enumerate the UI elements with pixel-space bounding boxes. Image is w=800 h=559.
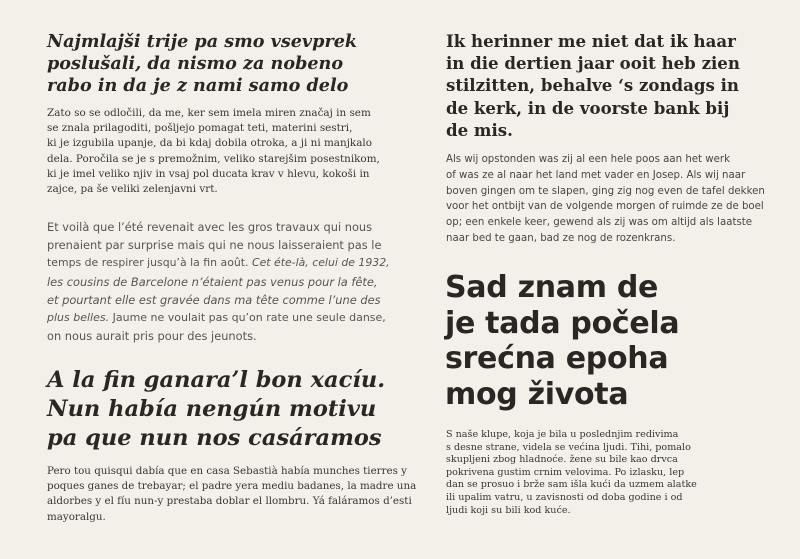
asturian-heading-line: Nun había nengún motivu: [47, 396, 377, 422]
french-line: les cousins de Barcelone n’étaient pas venus pour la fête,: [47, 274, 378, 289]
serbian-heading-line: srećna epoha: [445, 341, 669, 376]
asturian-body-line: mayoralgu.: [47, 510, 106, 523]
dutch-body-line: naar bed te gaan, bad ze nog de rozenkrans.: [446, 232, 676, 244]
dutch-heading-line: stilzitten, behalve ‘s zondags in: [446, 75, 739, 96]
slovene-body-line: Zato so se odločili, da me, ker sem imela miren značaj in sem: [47, 107, 371, 119]
serbian-heading-line: Sad znam de: [445, 270, 659, 305]
asturian-heading: [47, 366, 385, 453]
dutch-heading-line: in die dertien jaar ooit heb zien: [446, 53, 740, 74]
serbian-paragraph: [446, 429, 697, 517]
french-line: Et voilà que l’été revenait avec les gros travaux qui nous: [47, 220, 373, 234]
dutch-heading-line: de kerk, in de voorste bank bij: [446, 97, 730, 118]
french-line: et pourtant elle est gravée dans ma tête comme l’une des: [47, 292, 381, 307]
dutch-heading-line: de mis.: [446, 119, 513, 140]
slovene-paragraph: [47, 106, 380, 197]
french-line: prenaient par surprise mais qui ne nous laisseraient pas le: [47, 238, 382, 253]
asturian-body-line: Pero tou quisqui dabía que en casa Sebastià había munches tierres y: [47, 465, 407, 477]
serbian-heading: [445, 270, 679, 412]
slovene-body-line: ki je izgubila upanje, da bi kdaj dobila otroka, a ji ni manjkalo: [47, 137, 372, 150]
dutch-body-line: boven gingen om te slapen, ging zig nog even de tafel dekken: [446, 185, 765, 197]
serbian-body-line: S naše klupe, koja je bila u poslednjim redivima: [446, 429, 679, 440]
dutch-heading: [446, 30, 740, 141]
slovene-heading: [47, 31, 357, 97]
dutch-body-line: op; een enkele keer, gewend als zij was om altijd als laatste: [446, 217, 753, 229]
dutch-paragraph: [446, 152, 765, 247]
dutch-body-line: of was ze al naar het land met vader en Josep. Als wij naar: [446, 169, 746, 181]
slovene-heading-line: Najmlajši trije pa smo vsevprek: [47, 31, 358, 52]
serbian-body-line: ili upalim vatru, u zavisnosti od doba godine i od: [446, 491, 683, 503]
french-line: plus belles. Jaume ne voulait pas qu’on rate une seule danse,: [47, 311, 386, 325]
slovene-body-line: dela. Poročila se je s premožnim, veliko starejšim posestnikom,: [47, 152, 380, 165]
serbian-body-line: ljudi koji su bili kod kuće.: [446, 504, 571, 516]
serbian-body-line: pokrivena gustim crnim velovima. Po izlasku, lep: [446, 466, 685, 478]
slovene-heading-line: rabo in da je z nami samo delo: [47, 75, 349, 96]
serbian-heading-line: mog života: [445, 376, 629, 412]
slovene-body-line: se znala prilagoditi, pošljejo pomagat teti, materini sestri,: [47, 122, 353, 135]
asturian-body-line: aldorbes y el fíu nun-y prestaba doblar el llombru. Yá faláramos d’esti: [47, 495, 412, 508]
serbian-body-line: skupljeni zbog hladnoće. žene su bile kao drvca: [446, 454, 678, 466]
dutch-body-line: voor het ontbijt van de volgende morgen of ruimde ze de boel: [446, 201, 764, 213]
dutch-body-line: Als wij opstonden was zij al een hele poos aan het werk: [446, 154, 730, 165]
dutch-heading-line: Ik herinner me niet dat ik haar: [446, 31, 736, 51]
asturian-heading-line: A la fin ganara’l bon xacíu.: [47, 367, 386, 393]
serbian-body-line: s desne strane, videla se većina ljudi. Tihi, pomalo: [446, 441, 691, 453]
slovene-heading-line: poslušali, da nismo za nobeno: [47, 53, 344, 74]
french-line: temps de respirer jusqu’à la fin août. Cet éte-là, celui de 1932,: [47, 256, 390, 270]
slovene-body-line: ki je imel veliko njiv in vsaj pol ducata krav v hlevu, kokoši in: [47, 167, 370, 180]
serbian-heading-line: je tada počela: [445, 305, 680, 341]
asturian-paragraph: [47, 464, 416, 525]
asturian-heading-line: pa que nun nos casáramos: [47, 425, 382, 451]
asturian-body-line: poques ganes de trebayar; el padre yera mediu badanes, la madre una: [47, 480, 417, 493]
slovene-body-line: zajce, pa še veliki zelenjavni vrt.: [47, 183, 218, 196]
french-line: on nous aurait pris pour des jeunots.: [47, 329, 257, 344]
french-paragraph: [47, 218, 390, 345]
serbian-body-line: dan se prosuo i brže sam išla kući da uzmem alatke: [446, 479, 697, 491]
